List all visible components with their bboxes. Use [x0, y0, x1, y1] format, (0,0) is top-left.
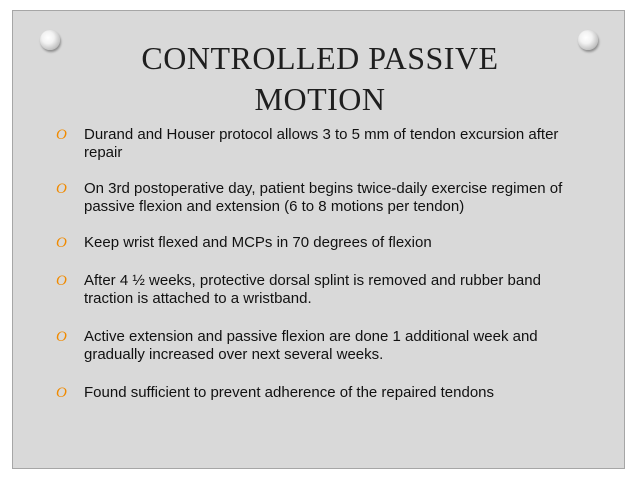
bullet-marker-icon: O — [56, 273, 67, 289]
bullet-text: After 4 ½ weeks, protective dorsal splint is removed and rubber band traction is attached to a wristband. — [84, 272, 541, 307]
bullet-item — [56, 126, 576, 162]
bullet-text: Active extension and passive flexion are done 1 additional week and gradually increased over next several weeks. — [84, 328, 538, 363]
bullet-marker-icon: O — [56, 385, 67, 401]
bullet-item — [56, 384, 576, 402]
bullet-marker-icon: O — [56, 127, 67, 143]
bullet-item — [56, 180, 576, 216]
slide-title: CONTROLLED PASSIVE MOTION — [141, 40, 499, 117]
bullet-list — [56, 126, 576, 402]
bullet-text: Found sufficient to prevent adherence of the repaired tendons — [84, 384, 495, 401]
bullet-item — [56, 272, 576, 308]
bullet-text: Keep wrist flexed and MCPs in 70 degrees of flexion — [84, 234, 432, 251]
bullet-text: Durand and Houser protocol allows 3 to 5 mm of tendon excursion after repair — [84, 126, 559, 161]
bullet-item — [56, 234, 576, 252]
pushpin-icon-left — [40, 30, 60, 50]
bullet-item — [56, 328, 576, 364]
bullet-text: On 3rd postoperative day, patient begins twice-daily exercise regimen of passive flexion and extension (6 to 8 motions per tendon) — [84, 180, 563, 215]
bullet-marker-icon: O — [56, 235, 67, 251]
pushpin-icon-right — [578, 30, 598, 50]
bullet-marker-icon: O — [56, 181, 67, 197]
bullet-marker-icon: O — [56, 329, 67, 345]
